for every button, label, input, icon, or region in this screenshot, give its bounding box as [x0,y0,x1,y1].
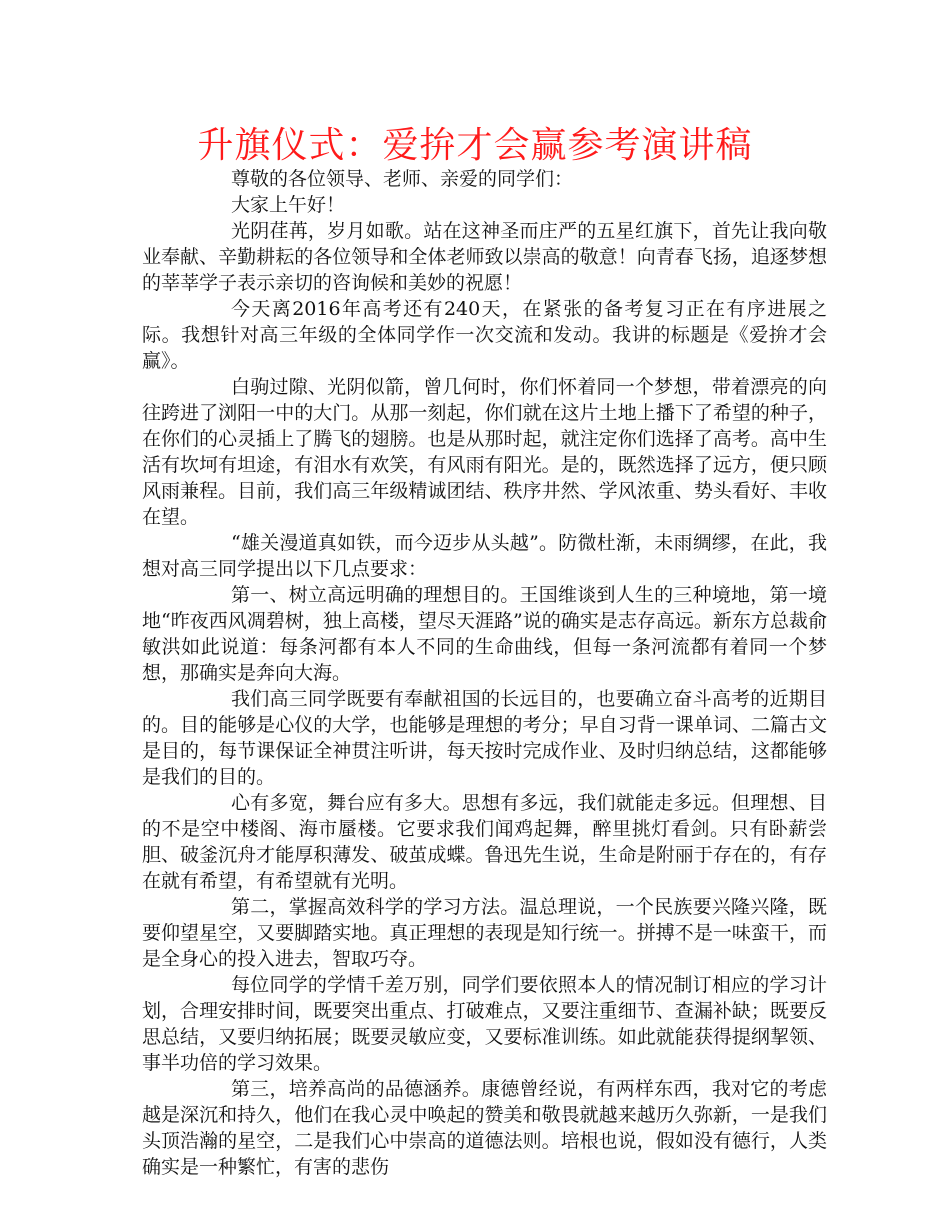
paragraph: 白驹过隙、光阴似箭，曾几何时，你们怀着同一个梦想，带着漂亮的向往跨进了浏阳一中的大门。从那一刻起，你们就在这片土地上播下了希望的种子，在你们的心灵插上了腾飞的翅膀。也是从那时起，就注定你们选择了高考。高中生活有坎坷有坦途，有泪水有欢笑，有风雨有阳光。是的，既然选择了远方，便只顾风雨兼程。目前，我们高三年级精诚团结、秩序井然、学风浓重、势头看好、丰收在望。 [142,376,827,528]
paragraph: 今天离2016年高考还有240天，在紧张的备考复习正在有序进展之际。我想针对高三年级的全体同学作一次交流和发动。我讲的标题是《爱拚才会赢》。 [142,298,827,372]
paragraph: 第三，培养高尚的品德涵养。康德曾经说，有两样东西，我对它的考虑越是深沉和持久，他们在我心灵中唤起的赞美和敬畏就越来越历久弥新，一是我们头顶浩瀚的星空，二是我们心中崇高的道德法则。培根也说，假如没有德行，人类确实是一种繁忙，有害的悲伤 [142,1078,827,1178]
paragraph: 第一、树立高远明确的理想目的。王国维谈到人生的三种境地，第一境地“昨夜西风凋碧树，独上高楼，望尽天涯路”说的确实是志存高远。新东方总裁俞敏洪如此说道：每条河都有本人不同的生命曲线，但每一条河流都有着同一个梦想，那确实是奔向大海。 [142,584,827,684]
document-title: 升旗仪式：爱拚才会赢参考演讲稿 [197,125,753,166]
paragraph: 光阴荏苒，岁月如歌。站在这神圣而庄严的五星红旗下，首先让我向敬业奉献、辛勤耕耘的各位领导和全体老师致以崇高的敬意！向青春飞扬，追逐梦想的莘莘学子表示亲切的咨询候和美妙的祝愿！ [142,220,827,294]
paragraph: 尊敬的各位领导、老师、亲爱的同学们： [231,168,574,190]
document-body [142,166,827,1180]
paragraph: 每位同学的学情千差万别，同学们要依照本人的情况制订相应的学习计划，合理安排时间，既要突出重点、打破难点，又要注重细节、查漏补缺；既要反思总结，又要归纳拓展；既要灵敏应变，又要标准训练。如此就能获得提纲挈领、事半功倍的学习效果。 [142,974,827,1074]
paragraph: 我们高三同学既要有奉献祖国的长远目的，也要确立奋斗高考的近期目的。目的能够是心仪的大学，也能够是理想的考分；早自习背一课单词、二篇古文是目的，每节课保证全神贯注听讲，每天按时完成作业、及时归纳总结，这都能够是我们的目的。 [142,688,827,788]
paragraph: “雄关漫道真如铁，而今迈步从头越”。防微杜渐，未雨绸缪，在此，我想对高三同学提出以下几点要求： [142,532,827,580]
paragraph: 大家上午好！ [231,194,346,216]
paragraph: 心有多宽，舞台应有多大。思想有多远，我们就能走多远。但理想、目的不是空中楼阁、海市蜃楼。它要求我们闻鸡起舞，醉里挑灯看剑。只有卧薪尝胆、破釜沉舟才能厚积薄发、破茧成蝶。鲁迅先生说，生命是附丽于存在的，有存在就有希望，有希望就有光明。 [142,792,827,892]
paragraph: 第二，掌握高效科学的学习方法。温总理说，一个民族要兴隆兴隆，既要仰望星空，又要脚踏实地。真正理想的表现是知行统一。拼搏不是一味蛮干，而是全身心的投入进去，智取巧夺。 [142,896,827,970]
